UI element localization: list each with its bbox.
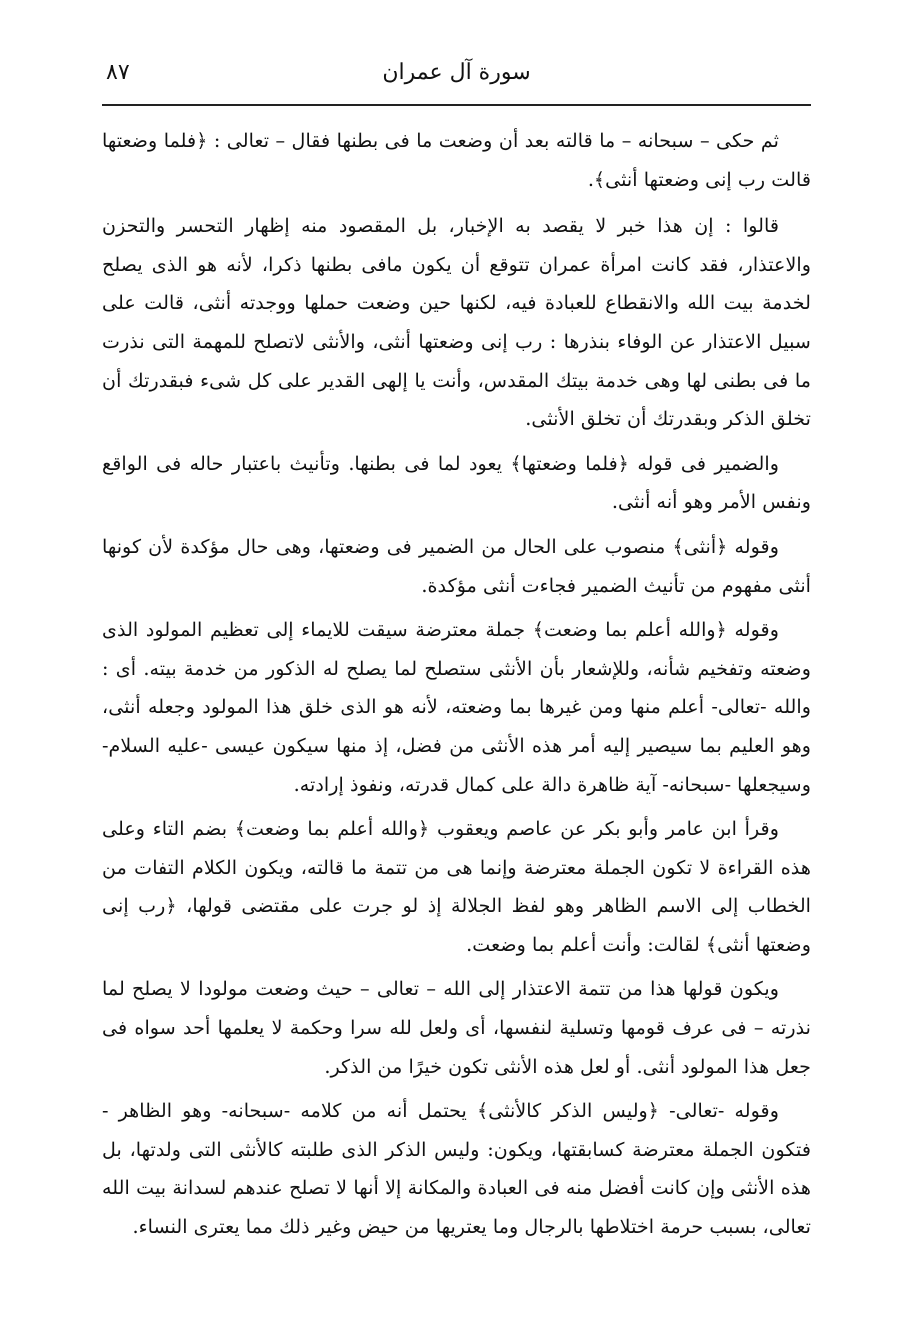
- paragraph: وقوله ﴿أنثى﴾ منصوب على الحال من الضمير فى وضعتها، وهى حال مؤكدة لأن كونها أنثى مفهوم من تأنيث الضمير فجاءت أنثى مؤكدة.: [102, 534, 811, 597]
- paragraph: وقوله -تعالى- ﴿وليس الذكر كالأنثى﴾ يحتمل أنه من كلامه -سبحانه- وهو الظاهر - فتكون الجملة معترضة كسابقتها، ويكون: وليس الذكر الذى طلبته كالأنثى التى ولدتها، بل هذه الأنثى وإن كانت أفضل منه فى العبادة والمكانة إلا أنها لا تصلح عندهم لسدانة بيت الله تعالى، بسبب حرمة اختلاطها بالرجال وما يعتريها من حيض وغير ذلك مما يعترى النساء.: [102, 1099, 811, 1239]
- page-body: [102, 122, 811, 1253]
- paragraph: والضمير فى قوله ﴿فلما وضعتها﴾ يعود لما فى بطنها. وتأنيث باعتبار حاله فى الواقع ونفس الأمر وهو أنه أنثى.: [102, 451, 811, 514]
- paragraph: ويكون قولها هذا من تتمة الاعتذار إلى الله – تعالى – حيث وضعت مولودا لا يصلح لما نذرته – فى عرف قومها وتسلية لنفسها، أى ولعل لله سرا وحكمة لا يعلمها أحد سواه فى جعل هذا المولود أنثى. أو لعل هذه الأنثى تكون خيرًا من الذكر.: [102, 977, 811, 1078]
- page-header: [102, 56, 811, 106]
- paragraph: وقرأ ابن عامر وأبو بكر عن عاصم ويعقوب ﴿والله أعلم بما وضعت﴾ بضم التاء وعلى هذه القراءة لا تكون الجملة معترضة وإنما هى من تتمة ما قالته، ويكون الكلام التفات من الخطاب إلى الاسم الظاهر وهو لفظ الجلالة إذ لو جرت على مقتضى قولها، ﴿رب إنى وضعتها أنثى﴾ لقالت: وأنت أعلم بما وضعت.: [102, 817, 811, 956]
- paragraph: وقوله ﴿والله أعلم بما وضعت﴾ جملة معترضة سيقت للايماء إلى تعظيم المولود الذى وضعته وتفخيم شأنه، وللإشعار بأن الأنثى ستصلح لما يصلح له الذكور من خدمة بيته. أى : والله -تعالى- أعلم منها ومن غيرها بما وضعته، لأنه هو الذى خلق هذا المولود وجعله أنثى، وهو العليم بما سيصير إليه أمر هذه الأنثى من فضل، إذ منها سيكون عيسى -عليه السلام- وسيجعلها -سبحانه- آية ظاهرة دالة على كمال قدرته، ونفوذ إرادته.: [102, 618, 811, 796]
- running-title: سورة آل عمران: [382, 60, 531, 85]
- paragraph: ثم حكى – سبحانه – ما قالته بعد أن وضعت ما فى بطنها فقال – تعالى : ﴿فلما وضعتها قالت رب إنى وضعتها أنثى﴾.: [102, 129, 811, 191]
- paragraph: قالوا : إن هذا خبر لا يقصد به الإخبار، بل المقصود منه إظهار التحسر والتحزن والاعتذار، فقد كانت امرأة عمران تتوقع أن يكون مافى بطنها ذكرا، لأنه هو الذى يصلح لخدمة بيت الله والانقطاع للعبادة فيه، لكنها حين وضعت حملها ووجدته أنثى، قالت على سبيل الاعتذار عن الوفاء بنذرها : رب إنى وضعتها أنثى، والأنثى لاتصلح للمهمة التى نذرت ما فى بطنى لها وهى خدمة بيتك المقدس، وأنت يا إلهى القدير على كل شىء فبقدرتك أن تخلق الذكر وبقدرتك أن تخلق الأنثى.: [102, 214, 811, 431]
- page-number: ٨٧: [106, 60, 130, 85]
